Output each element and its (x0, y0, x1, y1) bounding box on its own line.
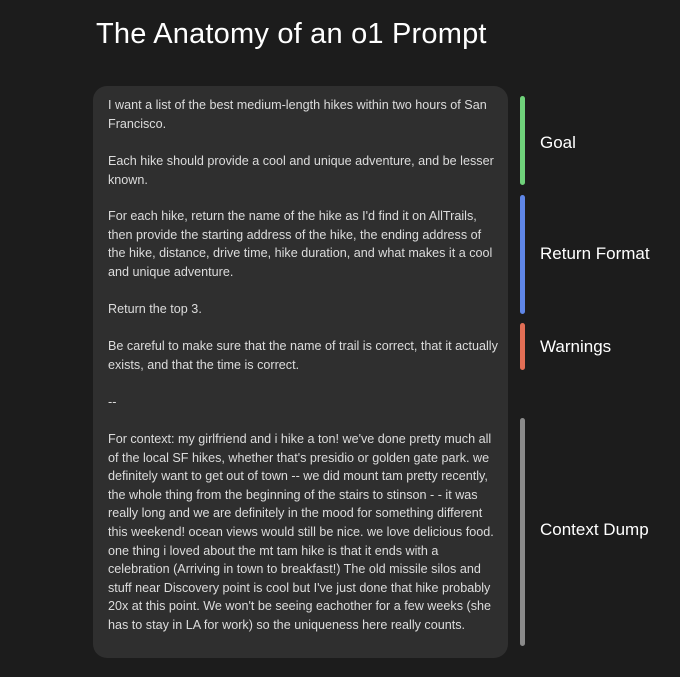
return-format-label: Return Format (540, 244, 650, 263)
context-dump-label: Context Dump (540, 520, 649, 539)
prompt-warning-text: Be careful to make sure that the name of trail is correct, that it actually exists, and that the time is correct. (108, 339, 498, 372)
prompt-top-text: Return the top 3. (108, 302, 202, 316)
prompt-format-text: For each hike, return the name of the hike as I'd find it on AllTrails, then provide the starting address of the hike, the ending address of the hike, distance, drive time, hike duration, and what makes it a cool and unique adventure. (108, 209, 493, 279)
prompt-context-text: For context: my girlfriend and i hike a ton! we've done pretty much all of the local SF hikes, whether that's presidio or golden gate park. we definitely want to get out of town -- we did mount tam pretty recently, the whole thing from the beginning of the stairs to stinson - - it was really long and we are definitely in the mood for something different this weekend! ocean views would still be nice. we love delicious food. one thing i loved about the mt tam hike is that it ends with a celebration (Arriving in town to breakfast!) The old missile silos and stuff near Discovery point is cool but I've just done that hike probably 20x at this point. We won't be seeing eachother for a few weeks (she has to stay in LA for work) so the uniqueness here really counts. (108, 432, 494, 632)
context-dump-bar (520, 418, 525, 646)
prompt-adventure-text: Each hike should provide a cool and unique adventure, and be lesser known. (108, 154, 494, 187)
goal-label: Goal (540, 133, 576, 152)
return-format-bar (520, 195, 525, 314)
prompt-goal-text: I want a list of the best medium-length hikes within two hours of San Francisco. (108, 98, 487, 131)
diagram-title: The Anatomy of an o1 Prompt (96, 18, 487, 50)
goal-bar (520, 96, 525, 185)
warnings-label: Warnings (540, 337, 612, 356)
prompt-separator: -- (108, 395, 117, 409)
warnings-bar (520, 323, 525, 370)
